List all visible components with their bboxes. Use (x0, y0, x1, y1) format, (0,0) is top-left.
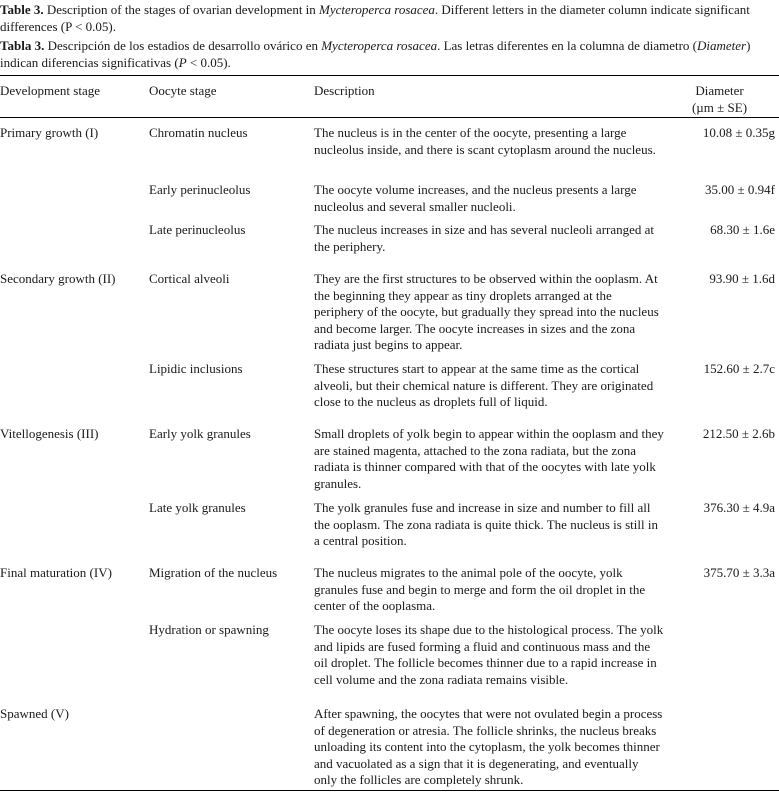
diameter-cell: 93.90 ± 1.6d (709, 271, 775, 286)
caption-en-text-pre: Description of the stages of ovarian development in (43, 2, 320, 17)
oocyte-stage-cell: Early yolk granules (149, 426, 251, 441)
oocyte-stage-cell: Late perinucleolus (149, 222, 246, 237)
diameter-cell: 375.70 ± 3.3a (703, 565, 775, 580)
oocyte-stage-cell: Cortical alveoli (149, 271, 230, 286)
oocyte-stage-cell: Chromatin nucleus (149, 125, 248, 140)
development-stage-cell: Vitellogenesis (III) (0, 426, 99, 441)
caption-spanish (0, 38, 776, 71)
diameter-cell: 376.30 ± 4.9a (703, 500, 775, 515)
oocyte-stage-cell: Early perinucleolus (149, 182, 251, 197)
description-cell: Small droplets of yolk begin to appear within the ooplasm and they are stained magenta, attached to the zona radiata, but the zona radiata is thinner compared with that of the oocytes with late yolk granules. (314, 426, 664, 491)
description-cell: These structures start to appear at the same time as the cortical alveoli, but their chemical nature is different. They are originated close to the nucleus as droplets full of liquid. (314, 361, 654, 410)
development-stage-cell: Final maturation (IV) (0, 565, 112, 580)
header-oocyte-stage: Oocyte stage (149, 83, 217, 98)
caption-es-text-pre: Descripción de los estadios de desarrollo ovárico en (44, 38, 322, 54)
header-description: Description (314, 83, 375, 98)
description-cell: The yolk granules fuse and increase in size and number to fill all the ooplasm. The zona radiata is quite thick. The nucleus is still in a central position. (314, 500, 658, 549)
caption-es-diameter: Diameter (697, 38, 747, 54)
caption-es-species: Mycteroperca rosacea (321, 38, 438, 54)
caption-en-species: Mycteroperca rosacea (319, 2, 435, 17)
description-cell: The nucleus migrates to the animal pole of the oocyte, yolk granules fuse and begin to merge and form the oil droplet in the center of the ooplasma. (314, 565, 646, 614)
caption-en-text-post: . Different letters in the diameter column indicate significant differences (P < 0.05). (0, 2, 750, 34)
header-diameter-units: (µm ± SE) (691, 99, 748, 115)
diameter-cell: 68.30 ± 1.6e (710, 222, 775, 237)
description-cell: The oocyte loses its shape due to the histological process. The yolk and lipids are fused forming a fluid and continuous mass and the oil droplet. The follicle becomes thinner due to a rapid increase in cell volume and the zona radiata remains visible. (314, 622, 664, 687)
caption-es-label: Tabla 3. (0, 38, 45, 54)
description-cell: The nucleus is in the center of the oocyte, presenting a large nucleolus inside, and there is scant cytoplasm around the nucleus. (314, 125, 656, 157)
development-stage-cell: Spawned (V) (0, 706, 69, 721)
header-development-stage: Development stage (0, 83, 100, 98)
description-cell: After spawning, the oocytes that were not ovulated begin a process of degeneration or atresia. The follicle shrinks, the nucleus breaks unloading its content into the cytoplasm, the yolk becomes thinner and vacuolated as a sign that it is degenerating, and eventually only the follicles are completely shrunk. (314, 706, 663, 788)
bottom-rule (0, 790, 779, 791)
diameter-cell: 35.00 ± 0.94f (705, 182, 775, 197)
caption-es-text-post: < 0.05). (186, 54, 231, 70)
caption-es-text-mid2: ) indican diferencias significativas ( (0, 38, 751, 70)
oocyte-stage-cell: Hydration or spawning (149, 622, 269, 637)
caption-es-p: P (178, 54, 187, 70)
diameter-cell: 212.50 ± 2.6b (702, 426, 775, 441)
header-diameter-label: Diameter (695, 83, 744, 98)
header-rule (0, 117, 779, 118)
caption-english (0, 2, 776, 35)
description-cell: They are the first structures to be observed within the ooplasm. At the beginning they appear as tiny droplets arranged at the periphery of the oocyte, but gradually they spread into the nucleus and become larger. The oocyte increases in sizes and the zona radiata just begins to appear. (314, 271, 659, 353)
top-rule (0, 75, 779, 76)
oocyte-stage-cell: Lipidic inclusions (149, 361, 243, 376)
description-cell: The oocyte volume increases, and the nucleus presents a large nucleolus and several smaller nucleoli. (314, 182, 637, 214)
diameter-cell: 10.08 ± 0.35g (702, 125, 775, 140)
caption-en-label: Table 3. (0, 2, 44, 17)
header-diameter (664, 83, 775, 116)
diameter-cell: 152.60 ± 2.7c (703, 361, 775, 376)
oocyte-stage-cell: Migration of the nucleus (149, 565, 278, 580)
development-stage-cell: Secondary growth (II) (0, 271, 116, 286)
caption-es-text-mid: . Las letras diferentes en la columna de diametro ( (437, 38, 697, 54)
table-caption (0, 2, 776, 71)
development-stage-cell: Primary growth (I) (0, 125, 99, 140)
description-cell: The nucleus increases in size and has several nucleoli arranged at the periphery. (314, 222, 655, 254)
oocyte-stage-cell: Late yolk granules (149, 500, 246, 515)
